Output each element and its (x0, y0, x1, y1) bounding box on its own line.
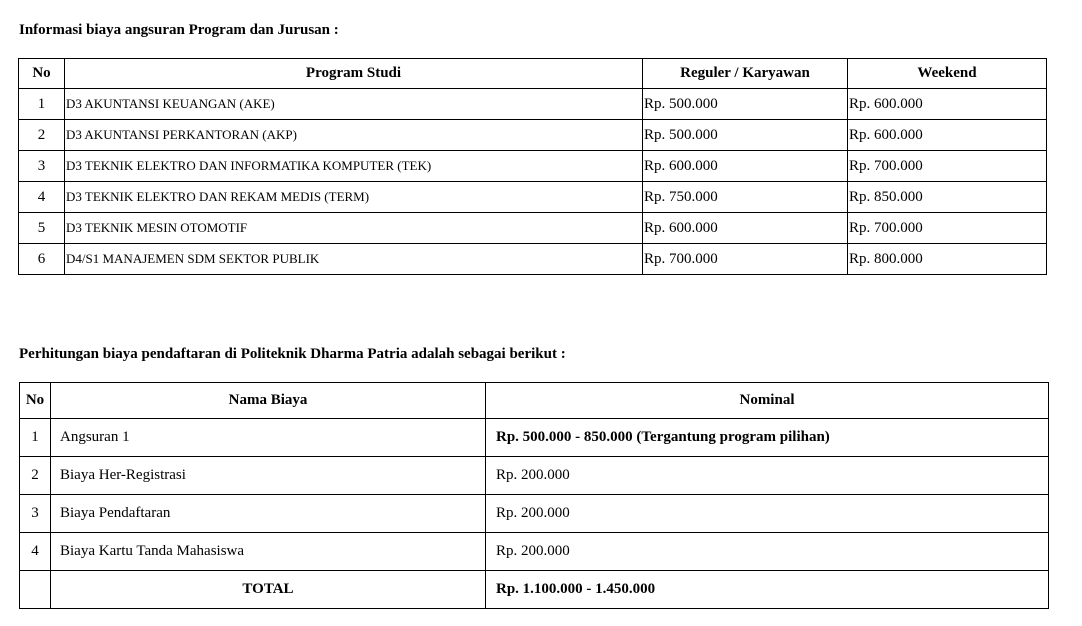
fee-name: Biaya Her-Registrasi (51, 457, 486, 495)
program-name: D3 TEKNIK ELEKTRO DAN REKAM MEDIS (TERM) (65, 182, 643, 213)
program-name: D3 TEKNIK MESIN OTOMOTIF (65, 213, 643, 244)
column-header-nominal: Nominal (486, 383, 1049, 419)
reguler-fee: Rp. 700.000 (643, 244, 848, 275)
row-number: 4 (19, 182, 65, 213)
column-header-fee-name: Nama Biaya (51, 383, 486, 419)
table-row (20, 533, 1049, 571)
table-row (19, 182, 1047, 213)
fee-nominal: Rp. 200.000 (486, 457, 1049, 495)
column-header-no: No (19, 59, 65, 89)
total-empty-cell (20, 571, 51, 609)
row-number: 3 (20, 495, 51, 533)
table-row (20, 457, 1049, 495)
fee-name: Angsuran 1 (51, 419, 486, 457)
weekend-fee: Rp. 600.000 (848, 89, 1047, 120)
table-row (19, 120, 1047, 151)
weekend-fee: Rp. 850.000 (848, 182, 1047, 213)
reguler-fee: Rp. 600.000 (643, 151, 848, 182)
program-name: D4/S1 MANAJEMEN SDM SEKTOR PUBLIK (65, 244, 643, 275)
fee-nominal: Rp. 200.000 (486, 533, 1049, 571)
table-row (19, 213, 1047, 244)
table-row (19, 244, 1047, 275)
program-name: D3 TEKNIK ELEKTRO DAN INFORMATIKA KOMPUTER (TEK) (65, 151, 643, 182)
total-label: TOTAL (51, 571, 486, 609)
row-number: 1 (19, 89, 65, 120)
table-row (20, 419, 1049, 457)
column-header-program: Program Studi (65, 59, 643, 89)
reguler-fee: Rp. 500.000 (643, 120, 848, 151)
row-number: 4 (20, 533, 51, 571)
total-row (20, 571, 1049, 609)
fee-nominal: Rp. 200.000 (486, 495, 1049, 533)
total-value: Rp. 1.100.000 - 1.450.000 (486, 571, 1049, 609)
row-number: 3 (19, 151, 65, 182)
weekend-fee: Rp. 700.000 (848, 213, 1047, 244)
registration-fee-table (19, 382, 1049, 609)
row-number: 2 (19, 120, 65, 151)
table-header-row (19, 59, 1047, 89)
weekend-fee: Rp. 800.000 (848, 244, 1047, 275)
fee-name: Biaya Pendaftaran (51, 495, 486, 533)
program-name: D3 AKUNTANSI PERKANTORAN (AKP) (65, 120, 643, 151)
column-header-weekend: Weekend (848, 59, 1047, 89)
weekend-fee: Rp. 700.000 (848, 151, 1047, 182)
table-header-row (20, 383, 1049, 419)
fee-name: Biaya Kartu Tanda Mahasiswa (51, 533, 486, 571)
registration-section-heading: Perhitungan biaya pendaftaran di Politeknik Dharma Patria adalah sebagai berikut : (19, 346, 566, 362)
table-row (20, 495, 1049, 533)
row-number: 2 (20, 457, 51, 495)
installment-section-heading: Informasi biaya angsuran Program dan Jurusan : (19, 22, 339, 38)
row-number: 1 (20, 419, 51, 457)
table-row (19, 89, 1047, 120)
reguler-fee: Rp. 600.000 (643, 213, 848, 244)
reguler-fee: Rp. 750.000 (643, 182, 848, 213)
table-row (19, 151, 1047, 182)
row-number: 5 (19, 213, 65, 244)
row-number: 6 (19, 244, 65, 275)
fee-nominal: Rp. 500.000 - 850.000 (Tergantung program pilihan) (486, 419, 1049, 457)
program-name: D3 AKUNTANSI KEUANGAN (AKE) (65, 89, 643, 120)
column-header-reguler: Reguler / Karyawan (643, 59, 848, 89)
weekend-fee: Rp. 600.000 (848, 120, 1047, 151)
reguler-fee: Rp. 500.000 (643, 89, 848, 120)
installment-fee-table (18, 58, 1047, 275)
column-header-no: No (20, 383, 51, 419)
